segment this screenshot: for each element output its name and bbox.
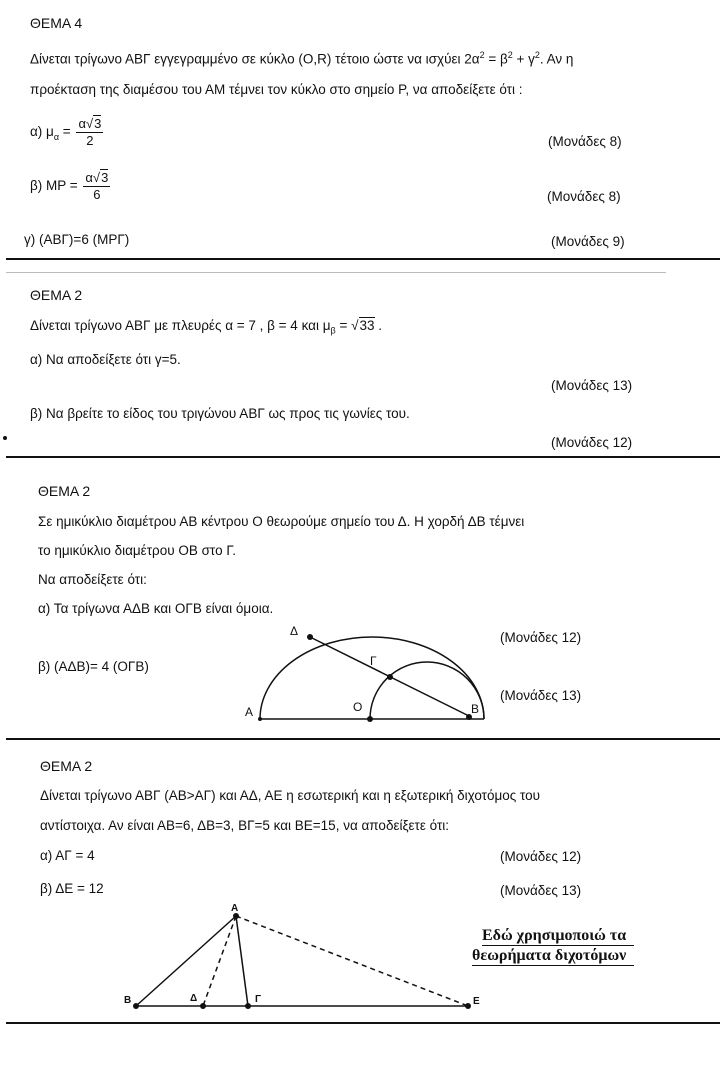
s3-figure-lines [260,637,484,719]
s1-b-radicand: 3 [101,170,109,185]
s1-a-label: α) μ [30,124,54,140]
bisector-ae [236,916,468,1006]
s1-b-den: 6 [93,187,101,202]
s3-line3: Να αποδείξετε ότι: [38,572,147,587]
s1-title: ΘΕΜΑ 4 [30,15,83,31]
divider-2 [6,456,720,458]
s1-a-sub: α [53,131,60,142]
s3-part-b: β) (ΑΔΒ)= 4 (ΟΓΒ) [38,659,149,674]
s1-b-label: β) ΜΡ = [30,178,82,194]
s3-part-a: α) Τα τρίγωνα ΑΔΒ και ΟΓΒ είναι όμοια. [38,601,274,616]
s3-line1: Σε ημικύκλιο διαμέτρου ΑΒ κέντρου Ο θεωρούμε σημείο του Δ. Η χορδή ΔΒ τέμνει [38,514,525,529]
point-d [200,1003,206,1009]
point-e [465,1003,471,1009]
divider-4 [6,1022,720,1024]
s1-a-sqrt-sign: √ [85,116,94,131]
s1-sup-3: 2 [534,50,540,60]
s3-semicircle-figure [240,615,490,730]
note-line-1: Εδώ χρησιμοποιώ τα [482,927,634,946]
s2-radicand: 33 [359,318,375,333]
note-line-2: θεωρήματα διχοτόμων [472,947,634,966]
point-g [387,674,393,680]
s1-part-a [30,116,103,149]
label-d: Δ [190,993,198,1004]
s4-triangle-figure [110,900,490,1015]
s1-line1-d: . Αν η [539,51,574,67]
s1-part-c: γ) (ΑΒΓ)=6 (ΜΡΓ) [24,232,130,247]
s1-b-num-alpha: α [85,170,93,185]
s1-b-fraction [83,170,110,203]
s3-line2: το ημικύκλιο διαμέτρου ΟΒ στο Γ. [38,543,237,558]
s4-b-score: (Μονάδες 13) [500,883,582,898]
s1-a-score: (Μονάδες 8) [548,134,622,149]
s4-a-score: (Μονάδες 12) [500,849,582,864]
side-ag [236,916,248,1006]
s2-line1-a: Δίνεται τρίγωνο ΑΒΓ με πλευρές α = 7 , β = 4 και μ [30,318,331,333]
point-g [245,1003,251,1009]
label-d: Δ [290,624,299,638]
divider-1-thin [6,272,666,273]
label-a: Α [231,903,239,914]
label-a: Α [245,705,254,719]
s1-a-fraction [76,116,103,149]
s4-line2: αντίστοιχα. Αν είναι ΑΒ=6, ΔΒ=3, ΒΓ=5 και ΒΕ=15, να αποδείξετε ότι: [40,818,450,833]
s1-line2: προέκταση της διαμέσου του ΑΜ τέμνει τον κύκλο στο σημείο Ρ, να αποδείξετε ότι : [30,82,523,97]
label-e: Ε [473,996,480,1007]
bisector-ad [203,916,236,1006]
s1-line1 [30,50,573,67]
s1-line1-b: = β [484,51,508,67]
divider-1 [6,258,720,260]
s2-part-b: β) Να βρείτε το είδος του τριγώνου ΑΒΓ ως προς τις γωνίες του. [30,406,410,421]
s3-a-score: (Μονάδες 12) [500,630,582,645]
divider-3 [6,738,720,740]
s2-title: ΘΕΜΑ 2 [30,287,83,303]
s2-b-score: (Μονάδες 12) [551,435,633,450]
s2-line1-c: . [374,318,383,333]
stray-dot [3,436,7,440]
label-g: Γ [255,994,262,1005]
s2-line1-sub: β [330,325,336,336]
point-a [258,717,262,721]
small-semicircle [370,662,484,719]
s2-a-score: (Μονάδες 13) [551,378,633,393]
s1-a-eq: = [59,124,75,140]
s1-sup-1: 2 [479,50,485,60]
s1-line1-c: + γ [512,51,535,67]
label-o: Ο [353,700,363,714]
s2-part-a: α) Να αποδείξετε ότι γ=5. [30,352,181,367]
s3-title: ΘΕΜΑ 2 [38,483,91,499]
s2-sqrt-sign: √ [351,318,359,333]
s1-b-score: (Μονάδες 8) [547,189,621,204]
s2-line1 [30,318,382,336]
s1-b-sqrt-sign: √ [92,170,101,185]
s1-a-den: 2 [86,133,94,148]
s3-b-score: (Μονάδες 13) [500,688,582,703]
label-b: Β [471,702,480,716]
label-b: Β [124,995,132,1006]
s1-c-score: (Μονάδες 9) [551,234,625,249]
s1-a-radicand: 3 [94,116,102,131]
s2-line1-b: = [335,318,352,333]
s4-title: ΘΕΜΑ 2 [40,758,93,774]
s1-sup-2: 2 [507,50,513,60]
s4-part-a: α) ΑΓ = 4 [40,848,95,863]
s1-a-num-alpha: α [78,116,86,131]
label-g: Γ [370,654,377,668]
side-ab [136,916,236,1006]
point-o [367,716,373,722]
s4-line1: Δίνεται τρίγωνο ΑΒΓ (ΑΒ>ΑΓ) και ΑΔ, ΑΕ η εσωτερική και η εξωτερική διχοτόμος του [40,788,541,803]
s4-part-b: β) ΔΕ = 12 [40,881,104,896]
s1-part-b [30,170,110,203]
point-b [133,1003,139,1009]
point-d [307,634,313,640]
s1-line1-a: Δίνεται τρίγωνο ΑΒΓ εγγεγραμμένο σε κύκλο (Ο,R) τέτοιο ώστε να ισχύει 2α [30,51,480,67]
